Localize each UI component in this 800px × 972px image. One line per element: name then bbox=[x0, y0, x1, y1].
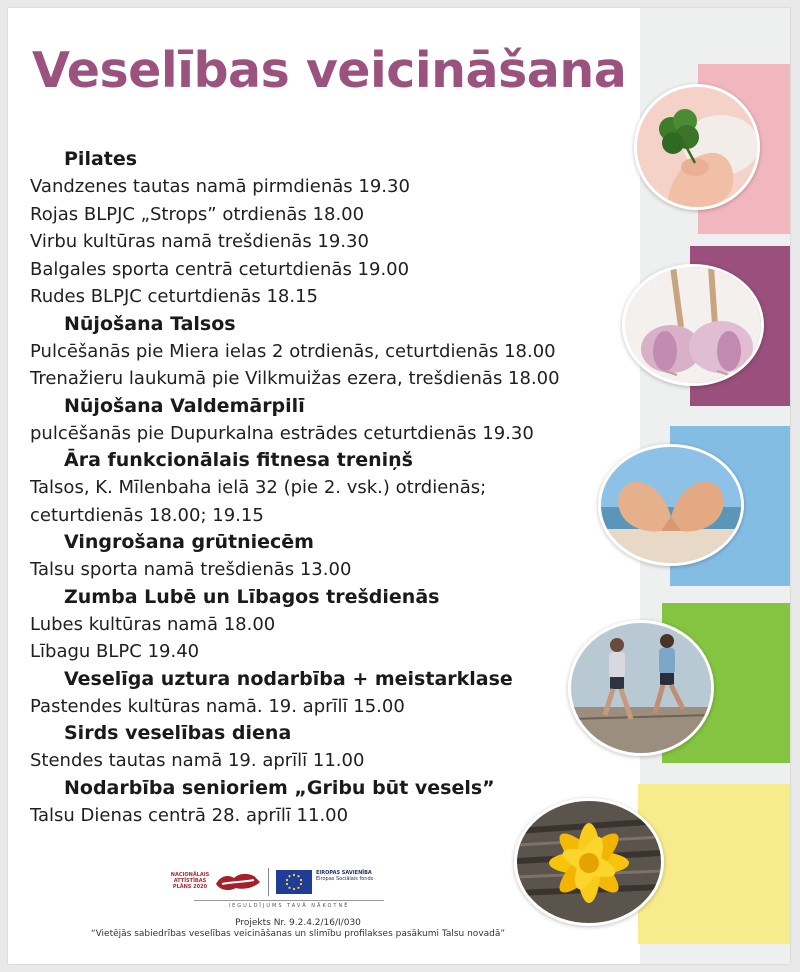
page-title: Veselības veicināšana bbox=[32, 42, 627, 99]
schedule-content bbox=[30, 146, 650, 829]
section-heading: Zumba Lubē un Lībagos trešdienās bbox=[64, 585, 440, 608]
section-heading: Nūjošana Talsos bbox=[64, 312, 236, 335]
schedule-line: ceturtdienās 18.00; 19.15 bbox=[30, 504, 264, 526]
schedule-line: Rojas BLPJC „Strops” otrdienās 18.00 bbox=[30, 203, 365, 225]
section-heading: Pilates bbox=[64, 148, 138, 170]
schedule-line: Virbu kultūras namā trešdienās 19.30 bbox=[30, 231, 369, 252]
section-heading: Sirds veselības diena bbox=[64, 722, 292, 744]
project-number: Projekts Nr. 9.2.4.2/16/I/030 bbox=[235, 918, 361, 928]
schedule-line: Balgales sporta centrā ceturtdienās 19.00 bbox=[30, 258, 410, 280]
latvia-map-icon bbox=[214, 870, 262, 894]
logo-separator bbox=[268, 868, 269, 896]
schedule-line: Lubes kultūras namā 18.00 bbox=[30, 613, 276, 635]
schedule-line: Talsos, K. Mīlenbaha ielā 32 (pie 2. vsk.) otrdienās; bbox=[30, 477, 487, 498]
schedule-line: Lībagu BLPC 19.40 bbox=[30, 641, 200, 662]
section-heading: Nūjošana Valdemārpilī bbox=[64, 394, 305, 417]
schedule-line: Talsu sporta namā trešdienās 13.00 bbox=[30, 559, 352, 580]
project-footer bbox=[28, 918, 568, 940]
schedule-line: Vandzenes tautas namā pirmdienās 19.30 bbox=[30, 176, 410, 197]
section-heading: Nodarbība senioriem „Gribu būt vesels” bbox=[64, 776, 495, 799]
section-heading: Vingrošana grūtniecēm bbox=[64, 531, 314, 553]
eu-title: EIROPAS SAVIENĪBA bbox=[316, 870, 372, 876]
schedule-line: Pastendes kultūras namā. 19. aprīlī 15.00 bbox=[30, 695, 405, 717]
section-heading: Veselīga uztura nodarbība + meistarklase bbox=[64, 667, 513, 690]
eu-logo-text bbox=[316, 870, 396, 882]
npa-logo-text: NACIONĀLAIS ATTĪSTĪBAS PLĀNS 2020 bbox=[170, 872, 210, 890]
sponsor-logos bbox=[168, 864, 408, 908]
eu-fund: Eiropas Sociālais fonds bbox=[316, 876, 374, 882]
schedule-line: Talsu Dienas centrā 28. aprīlī 11.00 bbox=[30, 804, 349, 826]
schedule-line: pulcēšanās pie Dupurkalna estrādes ceturtdienās 19.30 bbox=[30, 422, 534, 444]
clover-hand-photo bbox=[634, 84, 760, 210]
schedule-line: Rudes BLPJC ceturtdienās 18.15 bbox=[30, 286, 318, 307]
poster bbox=[8, 8, 790, 964]
section-heading: Āra funkcionālais fitnesa treniņš bbox=[64, 449, 413, 471]
project-name: “Vietējās sabiedrības veselības veicināšanas un slimību profilakses pasākumi Talsu novadā” bbox=[90, 929, 506, 939]
schedule-line: Pulcēšanās pie Miera ielas 2 otrdienās, ceturtdienās 18.00 bbox=[30, 340, 556, 362]
schedule-line: Stendes tautas namā 19. aprīlī 11.00 bbox=[30, 750, 365, 771]
schedule-line: Trenažieru laukumā pie Vilkmuižas ezera, trešdienās 18.00 bbox=[30, 368, 560, 389]
logo-slogan: IEGULDĪJUMS TAVĀ NĀKOTNĒ bbox=[194, 900, 384, 909]
eu-flag-icon bbox=[276, 870, 312, 894]
